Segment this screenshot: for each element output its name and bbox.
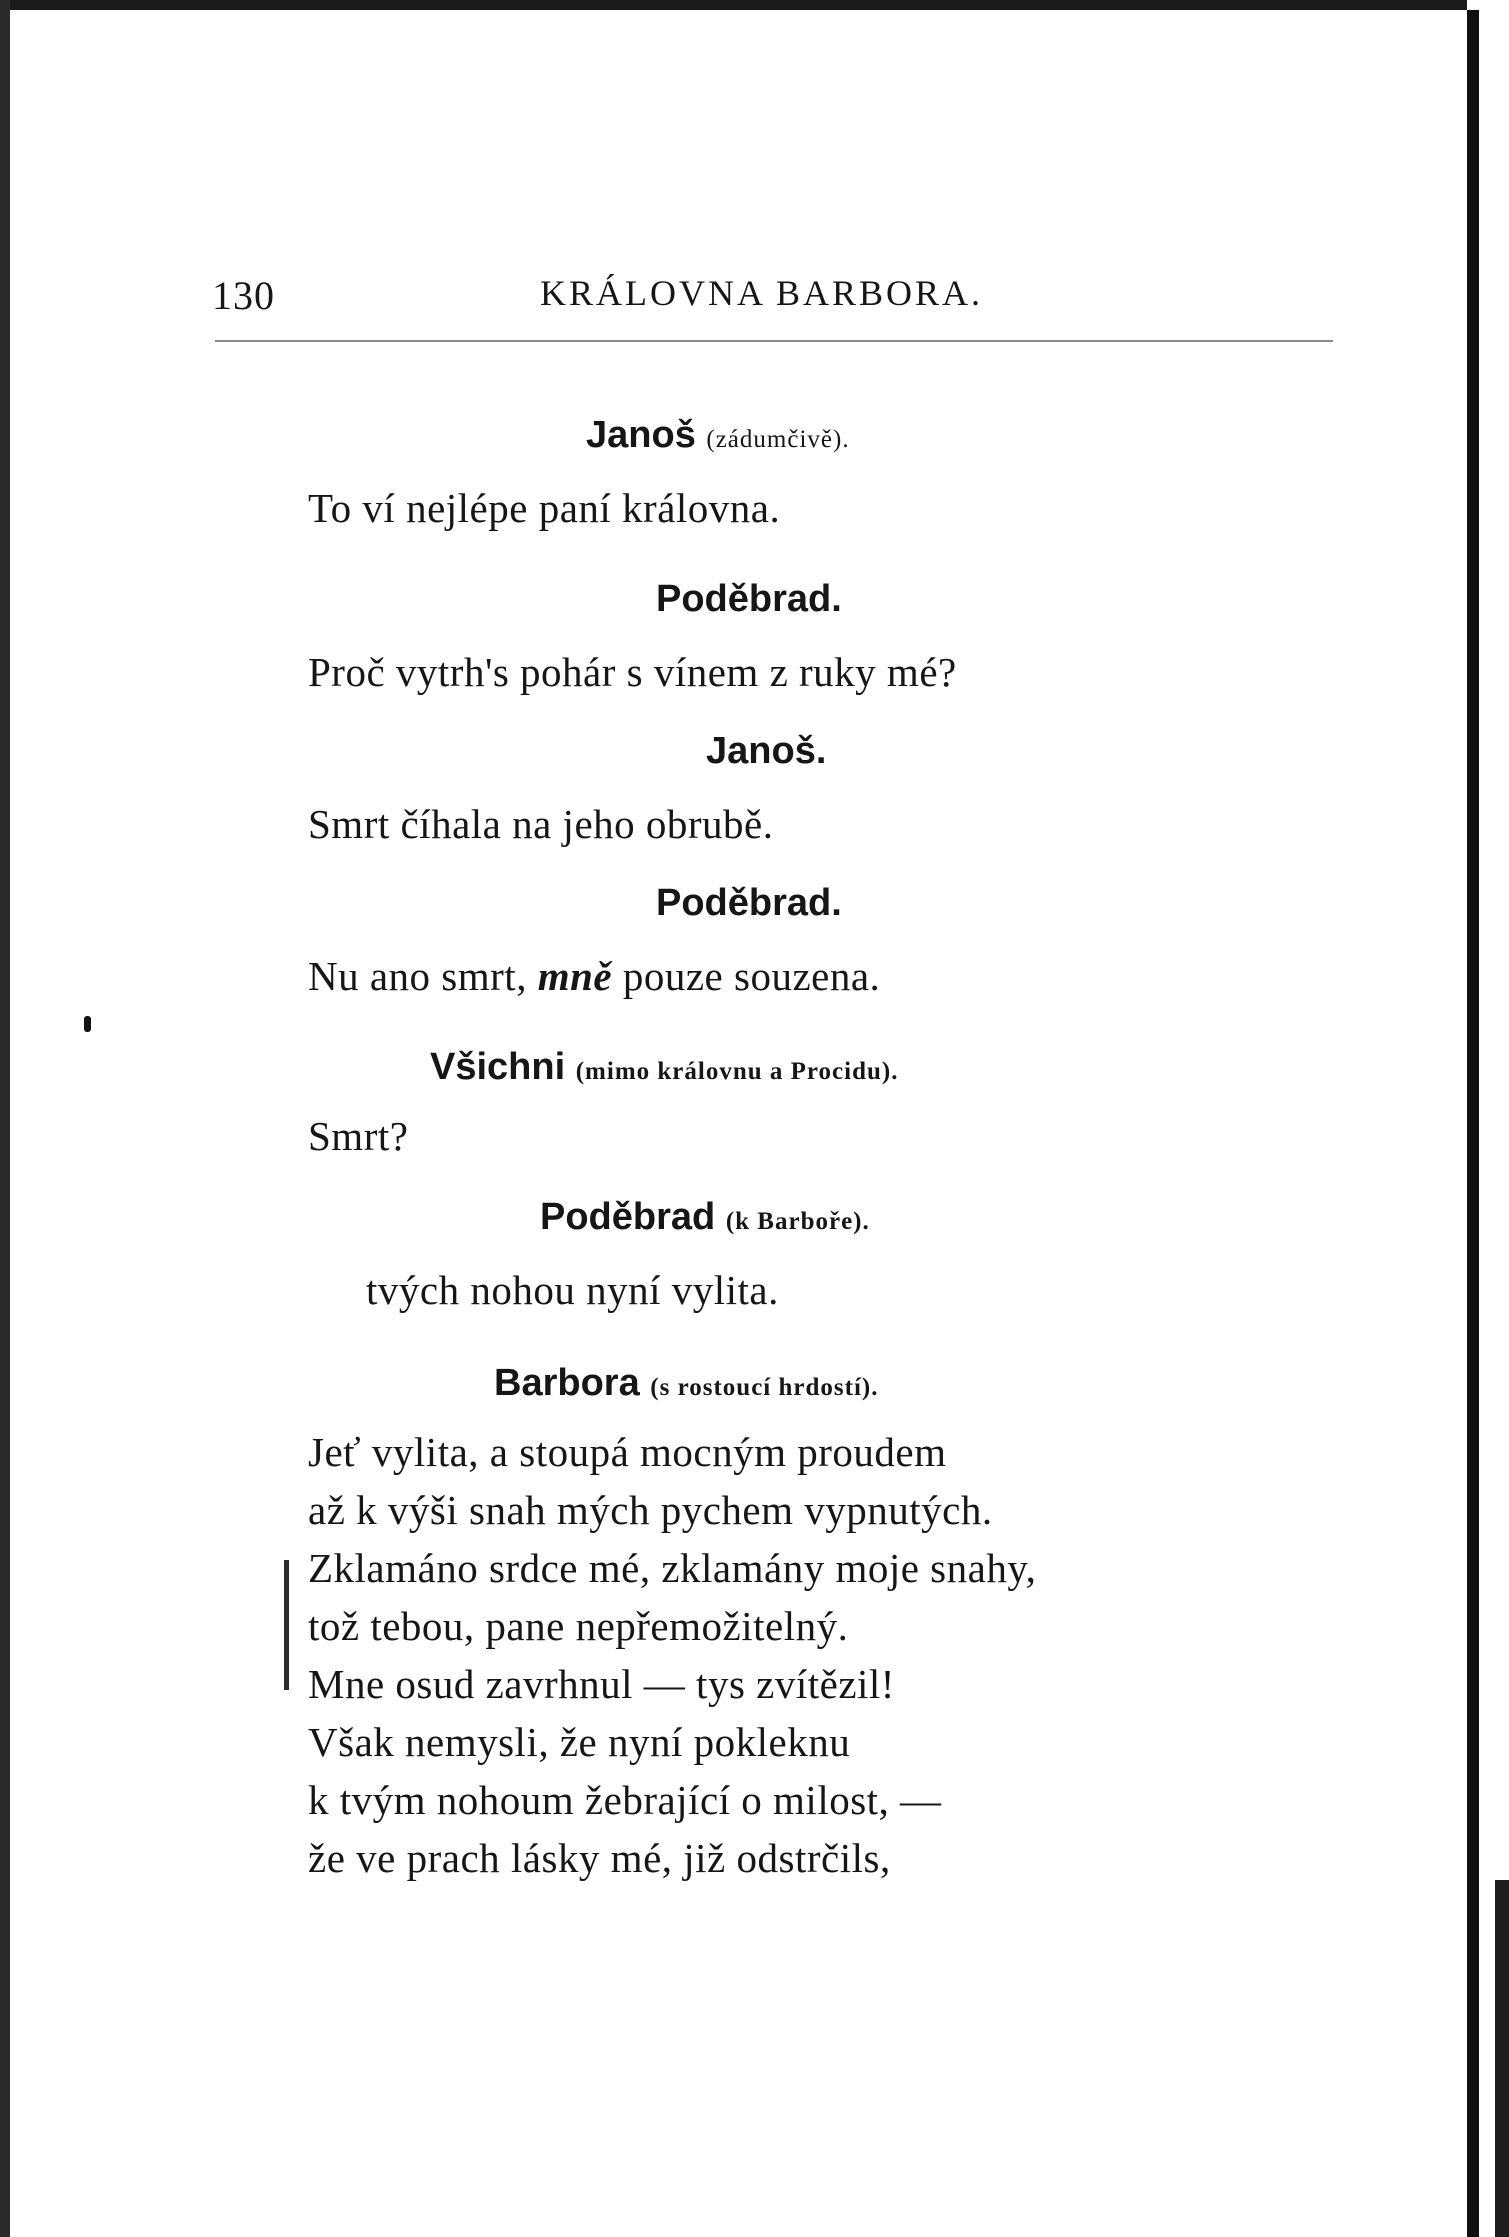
speaker-name: Poděbrad. xyxy=(656,578,842,620)
margin-mark xyxy=(84,1016,91,1032)
speaker-name: Barbora xyxy=(494,1362,640,1404)
verse-line: k tvým nohoum žebrající o milost, — xyxy=(308,1777,942,1823)
dialogue-line xyxy=(308,952,880,1000)
scan-right-shadow xyxy=(1495,1880,1509,2237)
verse-line: Jeť vylita, a stoupá mocným proudem xyxy=(308,1429,947,1475)
verse-line: až k výši snah mých pychem vypnutých. xyxy=(308,1487,993,1533)
speaker-heading xyxy=(430,1046,898,1089)
verse-line: Však nemysli, že nyní pokleknu xyxy=(308,1719,851,1765)
speaker-name: Poděbrad xyxy=(540,1196,716,1238)
speaker-name: Všichni xyxy=(430,1046,566,1088)
speaker-name: Janoš. xyxy=(706,730,827,772)
stage-direction: (k Barboře). xyxy=(725,1208,870,1235)
page-number: 130 xyxy=(212,273,275,318)
speaker-heading xyxy=(494,1362,878,1405)
verse-line: Zklamáno srdce mé, zklamány moje snahy, xyxy=(308,1545,1037,1591)
dialogue-line: Smrt? xyxy=(308,1113,409,1159)
speaker-heading xyxy=(540,1196,870,1239)
dialogue-line: To ví nejlépe paní královna. xyxy=(308,485,781,531)
speaker-name: Poděbrad. xyxy=(656,882,842,924)
stage-direction: (zádumčivě). xyxy=(706,426,850,453)
margin-bar-mark xyxy=(284,1560,289,1690)
verse-line: že ve prach lásky mé, již odstrčils, xyxy=(308,1835,891,1881)
stage-direction: (mimo královnu a Procidu). xyxy=(575,1058,899,1085)
line-emphasis: mně xyxy=(537,953,613,999)
verse-line: tož tebou, pane nepřemožitelný. xyxy=(308,1603,849,1649)
line-text: pouze souzena. xyxy=(612,953,881,999)
speaker-heading xyxy=(586,414,850,457)
verse-line: Mne osud zavrhnul — tys zvítězil! xyxy=(308,1661,895,1707)
dialogue-line: Proč vytrh's pohár s vínem z ruky mé? xyxy=(308,649,957,695)
speaker-name: Janoš xyxy=(586,414,696,456)
scan-right-edge xyxy=(1467,10,1479,2237)
running-title: KRÁLOVNA BARBORA. xyxy=(540,273,984,313)
line-text: Nu ano smrt, xyxy=(308,953,538,999)
dialogue-line: Smrt číhala na jeho obrubě. xyxy=(308,801,774,847)
dialogue-line: tvých nohou nyní vylita. xyxy=(366,1267,779,1313)
header-rule xyxy=(215,340,1333,342)
scan-top-edge xyxy=(0,0,1509,10)
scan-left-edge xyxy=(0,0,10,2237)
stage-direction: (s rostoucí hrdostí). xyxy=(650,1374,879,1401)
